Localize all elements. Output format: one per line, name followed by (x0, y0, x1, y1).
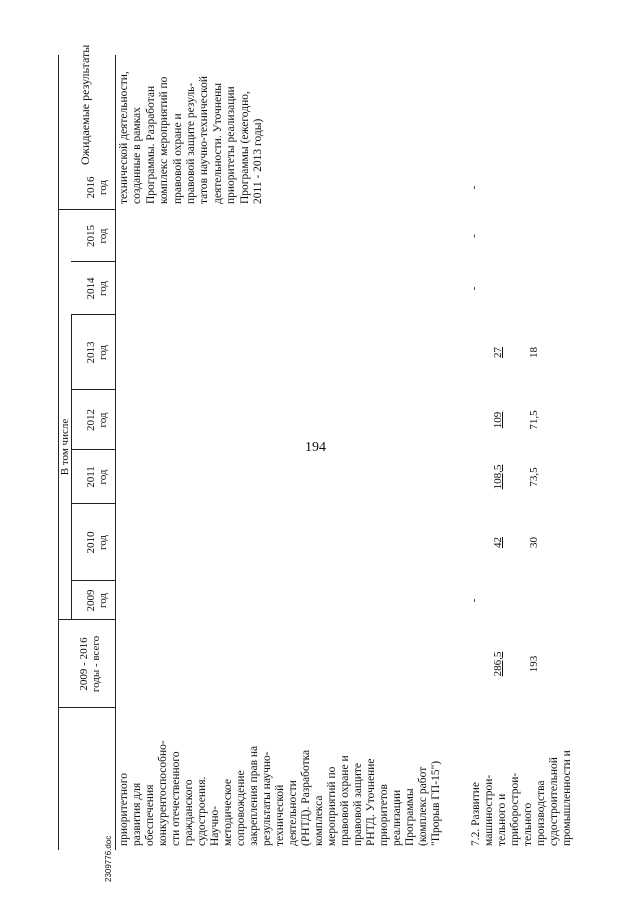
row-7-2-2013 (468, 315, 564, 390)
row-7-2-text: 7.2. Развитие машинострои- тельного и приборострои- тельного производства судостроительной промышленности и (470, 750, 573, 846)
value-2010-bottom: 30 (528, 537, 540, 548)
header-year-2015: 2015 год (85, 225, 109, 247)
value-2012-top: 109 (492, 411, 504, 429)
header-year-2014: 2014 год (85, 277, 109, 300)
total-value-top: 286,5 (492, 651, 504, 677)
header-year-2010: 2010 год (85, 531, 109, 554)
value-2013-bottom: 18 (528, 347, 540, 358)
row-7-2-2014: - (468, 286, 480, 291)
row-7-2-2015: - (468, 234, 480, 238)
value-2012-bottom: 71,5 (528, 410, 540, 430)
row-continued-results: технической деятельности, созданные в рамках Программы. Разработан комплекс мероприятий по правовой охране и правовой защите резуль- татов научно-технической деятельности. Уточнены приоритеты реализации Программы (ежегодно, 2011 - 2013 годы) (118, 71, 265, 204)
page-number: 194 (305, 440, 326, 455)
doc-id: 2309776.doc (104, 835, 113, 882)
value-2010-top: 42 (492, 537, 504, 548)
header-year-2011: 2011 год (85, 466, 109, 488)
row-7-2-total (468, 620, 564, 708)
header-year-2012: 2012 год (85, 409, 109, 431)
header-including: В том числе (59, 418, 71, 476)
row-7-2-2011 (468, 450, 564, 504)
value-2011-bottom: 73,5 (528, 467, 540, 487)
value-2013-top: 27 (492, 347, 504, 358)
row-7-2-2012 (468, 390, 564, 450)
row-7-2-2016: - (468, 185, 480, 190)
header-results: Ожидаемые результаты (78, 44, 92, 165)
total-value-bottom: 193 (528, 655, 540, 673)
value-2011-top: 108,5 (492, 464, 504, 490)
row-7-2-2010 (468, 504, 564, 581)
header-year-2013: 2013 год (85, 341, 109, 364)
header-bottom-border (115, 55, 116, 850)
header-year-2009: 2009 год (85, 589, 109, 612)
header-total: 2009 - 2016 годы - всего (78, 635, 102, 693)
header-year-2016: 2016 год (85, 176, 109, 199)
row-7-2-2009: - (468, 598, 480, 603)
row-continued-text: приоритетного развития для обеспечения конкурентоспособно- сти отечественного гражданского судостроения. Научно- методическое сопровождение закрепления прав на результаты научно- технической деятельности (РНТД). Разработка комплекса мероприятий по правовой охране и правовой защите РНТД. Уточнение приоритетов реализации Программы (комплекс работ "Прорыв ГП-15") (118, 740, 442, 846)
results-table (58, 44, 573, 850)
